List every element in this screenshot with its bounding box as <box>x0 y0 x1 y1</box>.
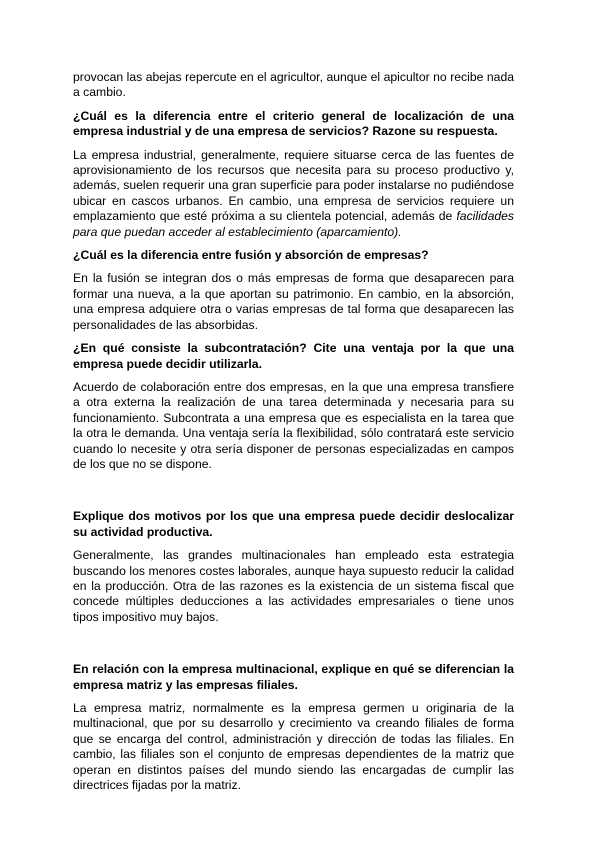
intro-paragraph: provocan las abejas repercute en el agricultor, aunque el apicultor no recibe nada a cambio. <box>73 70 514 100</box>
question-subcontratacion: ¿En qué consiste la subcontratación? Cite una ventaja por la que una empresa puede decidir utilizarla. <box>73 341 514 371</box>
question-localizacion: ¿Cuál es la diferencia entre el criterio general de localización de una empresa industrial y de una empresa de servicios? Razone su respuesta. <box>73 108 514 139</box>
document-body <box>73 70 514 793</box>
question-multinacional: En relación con la empresa multinacional, explique en qué se diferencian la empresa matriz y las empresas filiales. <box>73 662 514 692</box>
question-deslocalizar: Explique dos motivos por los que una empresa puede decidir deslocalizar su actividad productiva. <box>73 509 514 539</box>
answer-multinacional: La empresa matriz, normalmente es la empresa germen u originaria de la multinacional, que por su desarrollo y crecimiento va creando filiales de forma que se encarga del control, administración y dirección de todas las filiales. En cambio, las filiales son el conjunto de empresas dependientes de la matriz que operan en distintos países del mundo siendo las encargadas de cumplir las directrices fijadas por la matriz. <box>73 701 514 793</box>
answer-deslocalizar: Generalmente, las grandes multinacionales han empleado esta estrategia buscando los menores costes laborales, aunque haya supuesto reducir la calidad en la producción. Otra de las razones es la existencia de un sistema fiscal que concede múltiples deducciones a las actividades empresariales o tiene unos tipos impositivo muy bajos. <box>73 548 514 624</box>
answer-localizacion-text: La empresa industrial, generalmente, requiere situarse cerca de las fuentes de aprovisionamiento de los recursos que necesita para su proceso productivo y, además, suelen requerir una gran superficie para poder instalarse no pudiéndose ubicar en cascos urbanos. En cambio, una empresa de servicios requiere un emplazamiento que esté próxima a su clientela potencial, además de <box>73 147 514 224</box>
answer-fusion-absorcion: En la fusión se integran dos o más empresas de forma que desaparecen para formar una nueva, a la que aportan su patrimonio. En cambio, en la absorción, una empresa adquiere otra o varias empresas de tal forma que desaparecen las personalidades de las absorbidas. <box>73 271 514 332</box>
question-fusion-absorcion: ¿Cuál es la diferencia entre fusión y absorción de empresas? <box>73 248 429 263</box>
answer-localizacion <box>73 148 514 240</box>
answer-subcontratacion: Acuerdo de colaboración entre dos empresas, en la que una empresa transfiere a otra externa la realización de una tarea determinada y necesaria para su funcionamiento. Subcontrata a una empresa que es especialista en la tarea que la otra le demanda. Una ventaja sería la flexibilidad, sólo contratará este servicio cuando lo necesite y otra sería disponer de personas especializadas en campos de los que no se dispone. <box>73 379 514 471</box>
spacer <box>73 472 514 501</box>
spacer <box>73 625 514 654</box>
answer-localizacion-italic: facilidades para que puedan acceder al establecimiento (aparcamiento). <box>73 209 514 239</box>
